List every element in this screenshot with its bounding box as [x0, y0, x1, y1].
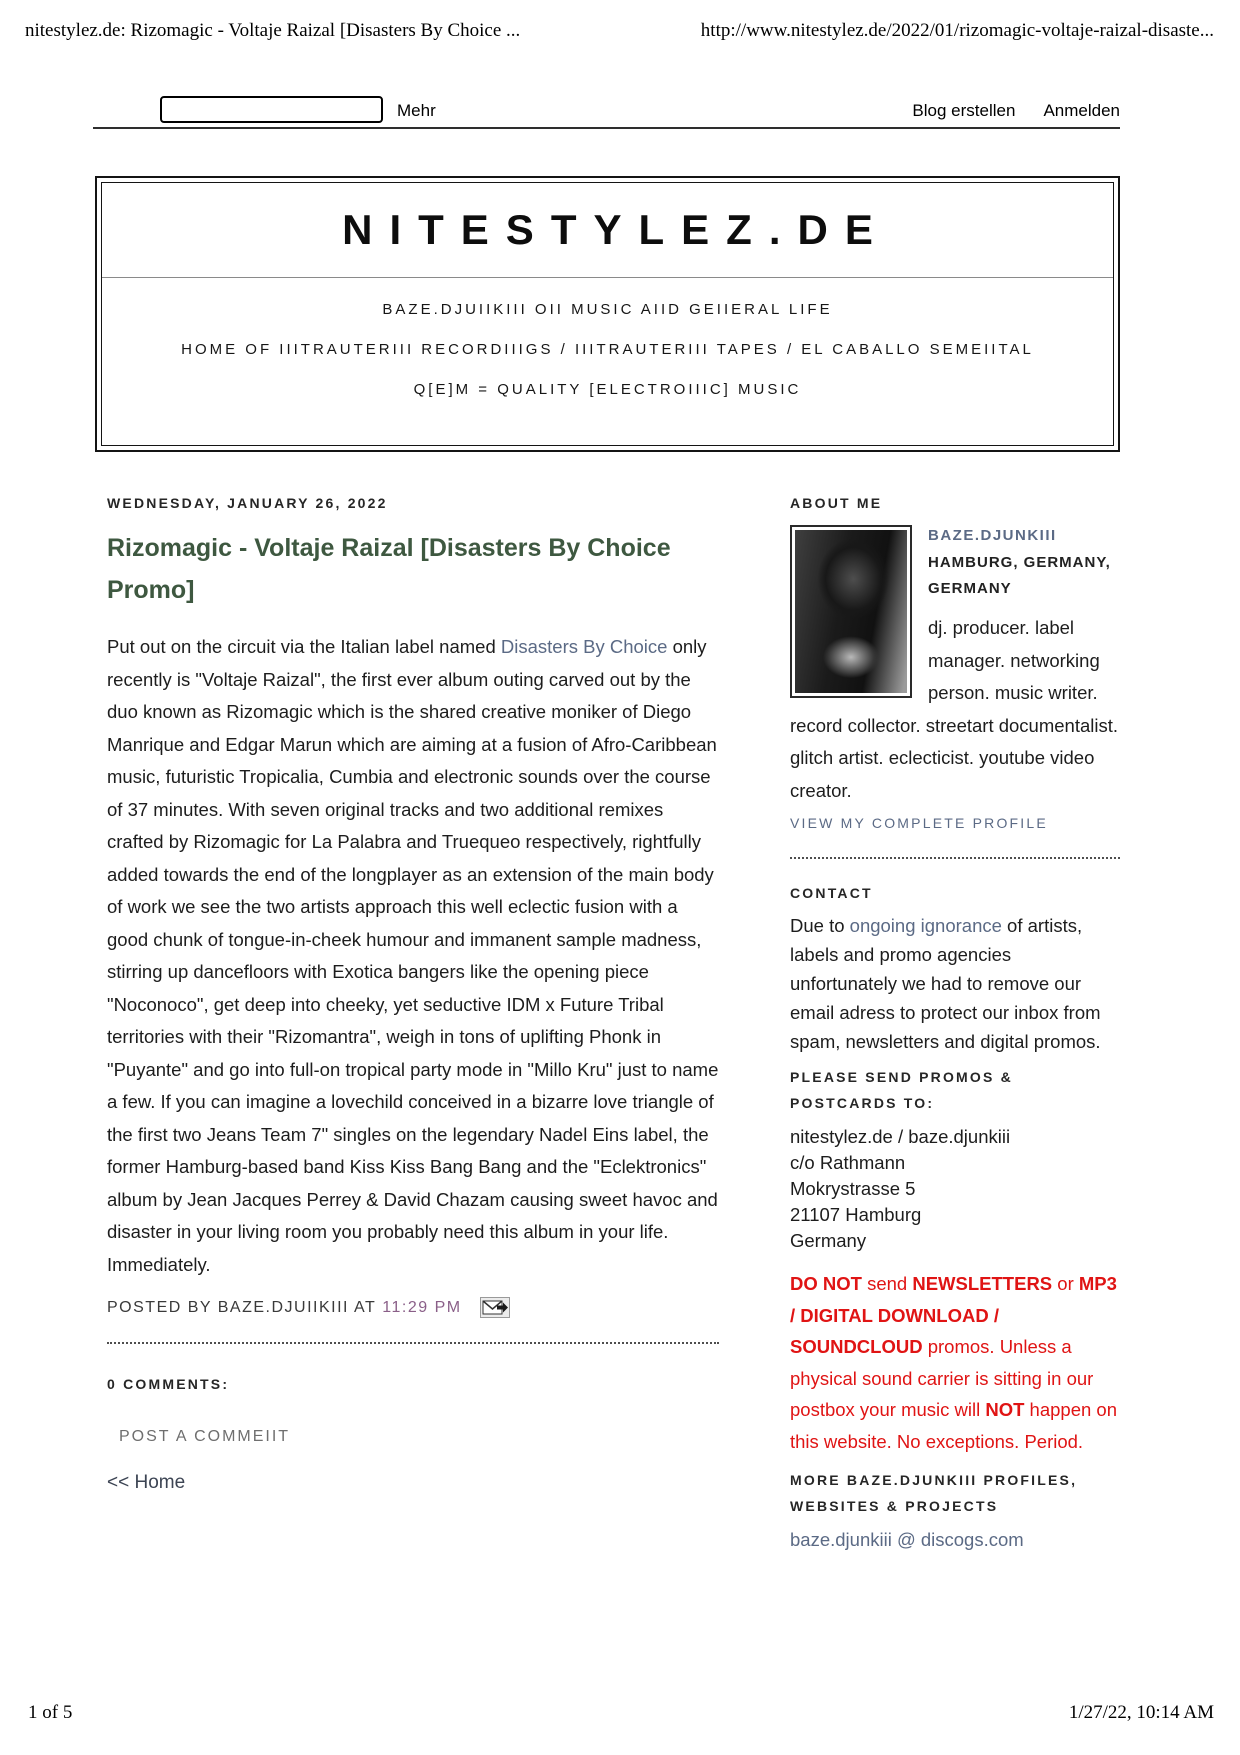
address-line: Mokrystrasse 5 [790, 1178, 916, 1199]
warning-bold: NOT [985, 1399, 1025, 1420]
warning-bold: MP3 / DIGITAL DOWNLOAD / SOUNDCLOUD [790, 1273, 1117, 1357]
discogs-link[interactable]: baze.djunkiii @ discogs.com [790, 1529, 1024, 1550]
post-a-comment-link[interactable]: POST A COMMEIIT [119, 1428, 291, 1445]
main-column [107, 485, 719, 1494]
posted-by-label: POSTED BY BAZE.DJUIIKIII AT [107, 1298, 377, 1316]
warning-text: send [861, 1273, 913, 1294]
profile-photo[interactable] [790, 525, 912, 698]
home-link[interactable]: << Home [107, 1472, 186, 1493]
more-profiles-heading: MORE BAZE.DJUNKIII PROFILES, WEBSITES & PROJECTS [790, 1472, 1078, 1514]
post-title: Rizomagic - Voltaje Raizal [Disasters By Choice Promo] [107, 534, 671, 604]
blog-tagline: HOME OF IIITRAUTERIII RECORDIIIGS / IIITRAUTERIII TAPES / EL CABALLO SEMEIITAL [181, 341, 1034, 358]
blog-tagline: BAZE.DJUIIKIII OII MUSIC AIID GEIIERAL LIFE [382, 301, 833, 318]
profile-photo-image [795, 530, 907, 693]
address-line: Germany [790, 1230, 867, 1251]
about-me-card [790, 525, 1120, 807]
disasters-by-choice-link[interactable]: Disasters By Choice [500, 636, 668, 657]
postal-address [790, 1124, 1120, 1254]
post-body-text: only recently is "Voltaje Raizal", the first ever album outing carved out by the duo known as Rizomagic which is the shared creative moniker of Diego Manrique and Edgar Marun which are aiming at a fusion of Afro-Caribbean music, futuristic Tropicalia, Cumbia and electronic sounds over the course of 37 minutes. With seven original tracks and two additional remixes crafted by Rizomagic for La Palabra and Truequeo respectively, rightfully added towards the end of the longplayer as an extension of the main body of work we see the two artists approach this well eclectic fusion with a good chunk of tongue-in-cheek humour and immanent sample madness, stirring up dancefloors with Exotica bangers like the opening piece "Noconoco", get deep into cheeky, yet seductive IDM x Future Tribal territories with their "Rizomantra", weigh in tons of uplifting Phonk in "Puyante" and go into full-on tropical party mode in "Millo Kru" just to name a few. If you can imagine a lovechild conceived in a bizarre love triangle of the first two Jeans Team 7" singles on the legendary Nadel Eins label, the former Hamburg-based band Kiss Kiss Bang Bang and the "Eclektronics" album by Jean Jacques Perrey & David Chazam causing sweet havoc and disaster in your living room you probably need this album in your life. Immediately. [107, 636, 719, 1275]
warning-text: happen on this website. No exceptions. Period. [790, 1399, 1117, 1452]
post-footer [107, 1297, 719, 1318]
print-datetime: 1/27/22, 10:14 AM [1068, 1702, 1214, 1723]
profile-name-link[interactable]: BAZE.DJUNKIII [928, 527, 1057, 544]
warning-text: promos. Unless a physical sound carrier is sitting in our postbox your music will [790, 1336, 1094, 1420]
blog-title: NITESTYLEZ.DE [342, 206, 890, 253]
post-body [107, 631, 719, 1281]
warning-bold: NEWSLETTERS [912, 1273, 1053, 1294]
blog-tagline: Q[E]M = QUALITY [ELECTROIIIC] MUSIC [413, 381, 802, 398]
contact-text [790, 911, 1120, 1056]
email-post-icon[interactable] [480, 1297, 510, 1318]
dotted-divider [790, 857, 1120, 859]
create-blog-link[interactable]: Blog erstellen [912, 101, 1016, 120]
print-page-title: nitestylez.de: Rizomagic - Voltaje Raizal [Disasters By Choice ... [25, 20, 521, 41]
more-button[interactable]: Mehr [397, 101, 436, 120]
ongoing-ignorance-link[interactable]: ongoing ignorance [849, 915, 1002, 936]
profile-location: HAMBURG, GERMANY, GERMANY [928, 554, 1111, 597]
promo-warning-text [790, 1268, 1120, 1457]
address-line: 21107 Hamburg [790, 1204, 922, 1225]
navbar-links [912, 101, 1120, 121]
navbar-divider [93, 127, 1120, 129]
sidebar [790, 485, 1120, 1551]
search-input[interactable] [160, 96, 383, 123]
post-timestamp-link[interactable]: 11:29 PM [382, 1298, 462, 1316]
contact-text-part: Due to [790, 915, 850, 936]
masthead-inner-border [101, 182, 1114, 446]
contact-heading: CONTACT [790, 885, 873, 901]
masthead-divider [102, 277, 1113, 278]
address-line: c/o Rathmann [790, 1152, 906, 1173]
send-promos-heading: PLEASE SEND PROMOS & POSTCARDS TO: [790, 1069, 1013, 1111]
comments-count: 0 COMMENTS: [107, 1376, 230, 1392]
view-profile-link[interactable]: VIEW MY COMPLETE PROFILE [790, 815, 1048, 831]
post-body-text: Put out on the circuit via the Italian label named [107, 636, 501, 657]
warning-bold: DO NOT [790, 1273, 862, 1294]
sign-in-link[interactable]: Anmelden [1043, 101, 1120, 120]
masthead-box [95, 176, 1120, 452]
warning-text: or [1052, 1273, 1079, 1294]
post-date: WEDNESDAY, JANUARY 26, 2022 [107, 495, 388, 511]
print-page-url: http://www.nitestylez.de/2022/01/rizomagic-voltaje-raizal-disaste... [700, 20, 1214, 41]
about-me-heading: ABOUT ME [790, 495, 883, 511]
address-line: nitestylez.de / baze.djunkiii [790, 1126, 1011, 1147]
contact-text-part: of artists, labels and promo agencies unfortunately we had to remove our email adress to protect our inbox from spam, newsletters and digital promos. [790, 915, 1101, 1052]
print-page-number: 1 of 5 [28, 1702, 73, 1723]
profile-description: dj. producer. label manager. networking person. music writer. record collector. streetart documentalist. glitch artist. eclecticist. youtube video creator. [790, 617, 1119, 801]
dotted-divider [107, 1342, 719, 1344]
